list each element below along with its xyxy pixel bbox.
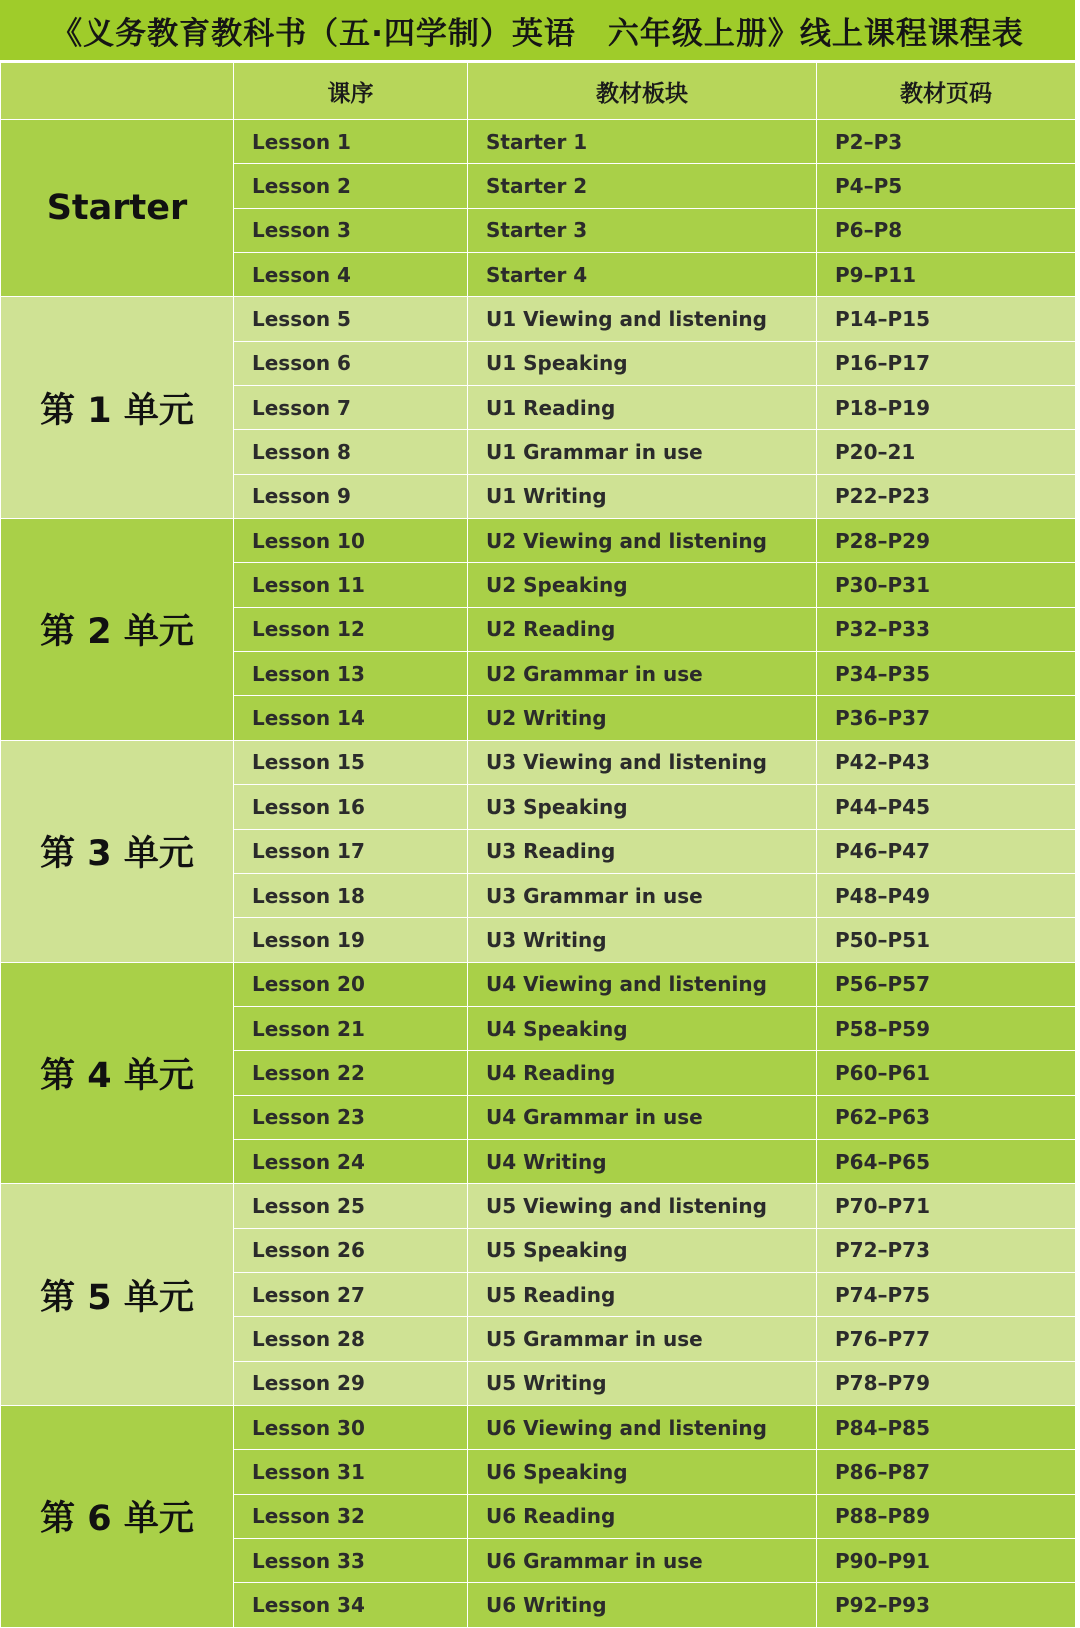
table-row <box>1 1184 1076 1228</box>
module-cell: U1 Grammar in use <box>468 430 817 474</box>
table-header <box>1 63 1076 120</box>
module-cell: U2 Speaking <box>468 563 817 607</box>
pages-cell: P48–P49 <box>817 873 1076 917</box>
pages-cell: P30–P31 <box>817 563 1076 607</box>
pages-cell: P4–P5 <box>817 164 1076 208</box>
title-bar <box>0 0 1075 62</box>
lesson-cell: Lesson 22 <box>234 1051 468 1095</box>
lesson-cell: Lesson 15 <box>234 740 468 784</box>
pages-cell: P22–P23 <box>817 474 1076 518</box>
module-cell: U6 Grammar in use <box>468 1539 817 1583</box>
module-cell: U5 Speaking <box>468 1228 817 1272</box>
lesson-cell: Lesson 24 <box>234 1139 468 1183</box>
lesson-cell: Lesson 20 <box>234 962 468 1006</box>
module-cell: U2 Writing <box>468 696 817 740</box>
table-row <box>1 1405 1076 1449</box>
pages-cell: P42–P43 <box>817 740 1076 784</box>
pages-cell: P90–P91 <box>817 1539 1076 1583</box>
module-cell: U5 Writing <box>468 1361 817 1405</box>
header-textbook-module: 教材板块 <box>468 63 817 120</box>
unit-label: 第 3 单元 <box>1 740 234 962</box>
unit-label: 第 4 单元 <box>1 962 234 1184</box>
module-cell: U1 Writing <box>468 474 817 518</box>
pages-cell: P50–P51 <box>817 918 1076 962</box>
lesson-cell: Lesson 8 <box>234 430 468 474</box>
lesson-cell: Lesson 18 <box>234 873 468 917</box>
pages-cell: P76–P77 <box>817 1317 1076 1361</box>
lesson-cell: Lesson 30 <box>234 1405 468 1449</box>
table-body <box>1 120 1076 1628</box>
module-cell: U6 Writing <box>468 1583 817 1627</box>
module-cell: U5 Viewing and listening <box>468 1184 817 1228</box>
pages-cell: P18–P19 <box>817 386 1076 430</box>
lesson-cell: Lesson 16 <box>234 785 468 829</box>
pages-cell: P74–P75 <box>817 1272 1076 1316</box>
module-cell: U4 Reading <box>468 1051 817 1095</box>
lesson-cell: Lesson 1 <box>234 120 468 164</box>
module-cell: U3 Viewing and listening <box>468 740 817 784</box>
lesson-cell: Lesson 3 <box>234 208 468 252</box>
lesson-cell: Lesson 5 <box>234 297 468 341</box>
lesson-cell: Lesson 33 <box>234 1539 468 1583</box>
header-unit <box>1 63 234 120</box>
page-title: 《义务教育教科书（五·四学制）英语 六年级上册》线上课程课程表 <box>51 15 1024 52</box>
table-row <box>1 120 1076 164</box>
lesson-cell: Lesson 31 <box>234 1450 468 1494</box>
unit-label: Starter <box>1 120 234 297</box>
lesson-cell: Lesson 32 <box>234 1494 468 1538</box>
module-cell: U3 Speaking <box>468 785 817 829</box>
unit-label: 第 6 单元 <box>1 1405 234 1627</box>
module-cell: U3 Reading <box>468 829 817 873</box>
module-cell: U1 Viewing and listening <box>468 297 817 341</box>
module-cell: U4 Speaking <box>468 1006 817 1050</box>
pages-cell: P46–P47 <box>817 829 1076 873</box>
pages-cell: P92–P93 <box>817 1583 1076 1627</box>
pages-cell: P62–P63 <box>817 1095 1076 1139</box>
lesson-cell: Lesson 6 <box>234 341 468 385</box>
module-cell: Starter 4 <box>468 253 817 297</box>
module-cell: U1 Reading <box>468 386 817 430</box>
module-cell: U4 Writing <box>468 1139 817 1183</box>
lesson-cell: Lesson 23 <box>234 1095 468 1139</box>
pages-cell: P6–P8 <box>817 208 1076 252</box>
lesson-cell: Lesson 19 <box>234 918 468 962</box>
pages-cell: P86–P87 <box>817 1450 1076 1494</box>
pages-cell: P58–P59 <box>817 1006 1076 1050</box>
lesson-cell: Lesson 14 <box>234 696 468 740</box>
pages-cell: P60–P61 <box>817 1051 1076 1095</box>
pages-cell: P32–P33 <box>817 607 1076 651</box>
module-cell: Starter 3 <box>468 208 817 252</box>
header-lesson-order: 课序 <box>234 63 468 120</box>
module-cell: U5 Reading <box>468 1272 817 1316</box>
module-cell: U2 Grammar in use <box>468 652 817 696</box>
lesson-cell: Lesson 7 <box>234 386 468 430</box>
lesson-cell: Lesson 10 <box>234 519 468 563</box>
lesson-cell: Lesson 25 <box>234 1184 468 1228</box>
module-cell: Starter 1 <box>468 120 817 164</box>
pages-cell: P44–P45 <box>817 785 1076 829</box>
table-row <box>1 297 1076 341</box>
pages-cell: P36–P37 <box>817 696 1076 740</box>
module-cell: U5 Grammar in use <box>468 1317 817 1361</box>
lesson-cell: Lesson 11 <box>234 563 468 607</box>
lesson-cell: Lesson 28 <box>234 1317 468 1361</box>
module-cell: U6 Reading <box>468 1494 817 1538</box>
pages-cell: P84–P85 <box>817 1405 1076 1449</box>
module-cell: U4 Grammar in use <box>468 1095 817 1139</box>
unit-label: 第 5 单元 <box>1 1184 234 1406</box>
page-edge <box>1075 0 1080 1628</box>
lesson-cell: Lesson 2 <box>234 164 468 208</box>
module-cell: U2 Reading <box>468 607 817 651</box>
unit-label: 第 2 单元 <box>1 519 234 741</box>
pages-cell: P16–P17 <box>817 341 1076 385</box>
lesson-cell: Lesson 4 <box>234 253 468 297</box>
module-cell: Starter 2 <box>468 164 817 208</box>
pages-cell: P64–P65 <box>817 1139 1076 1183</box>
pages-cell: P88–P89 <box>817 1494 1076 1538</box>
module-cell: U2 Viewing and listening <box>468 519 817 563</box>
pages-cell: P78–P79 <box>817 1361 1076 1405</box>
module-cell: U3 Writing <box>468 918 817 962</box>
pages-cell: P28–P29 <box>817 519 1076 563</box>
module-cell: U3 Grammar in use <box>468 873 817 917</box>
lesson-cell: Lesson 29 <box>234 1361 468 1405</box>
lesson-cell: Lesson 26 <box>234 1228 468 1272</box>
lesson-cell: Lesson 21 <box>234 1006 468 1050</box>
table-row <box>1 519 1076 563</box>
pages-cell: P20–21 <box>817 430 1076 474</box>
header-row <box>1 63 1076 120</box>
table-row <box>1 962 1076 1006</box>
lesson-cell: Lesson 17 <box>234 829 468 873</box>
module-cell: U4 Viewing and listening <box>468 962 817 1006</box>
pages-cell: P2–P3 <box>817 120 1076 164</box>
module-cell: U1 Speaking <box>468 341 817 385</box>
unit-label: 第 1 单元 <box>1 297 234 519</box>
course-schedule-table <box>0 62 1076 1628</box>
pages-cell: P14–P15 <box>817 297 1076 341</box>
pages-cell: P70–P71 <box>817 1184 1076 1228</box>
table-row <box>1 740 1076 784</box>
lesson-cell: Lesson 12 <box>234 607 468 651</box>
lesson-cell: Lesson 9 <box>234 474 468 518</box>
header-textbook-pages: 教材页码 <box>817 63 1076 120</box>
module-cell: U6 Speaking <box>468 1450 817 1494</box>
lesson-cell: Lesson 13 <box>234 652 468 696</box>
lesson-cell: Lesson 34 <box>234 1583 468 1627</box>
pages-cell: P56–P57 <box>817 962 1076 1006</box>
pages-cell: P34–P35 <box>817 652 1076 696</box>
pages-cell: P9–P11 <box>817 253 1076 297</box>
pages-cell: P72–P73 <box>817 1228 1076 1272</box>
module-cell: U6 Viewing and listening <box>468 1405 817 1449</box>
lesson-cell: Lesson 27 <box>234 1272 468 1316</box>
